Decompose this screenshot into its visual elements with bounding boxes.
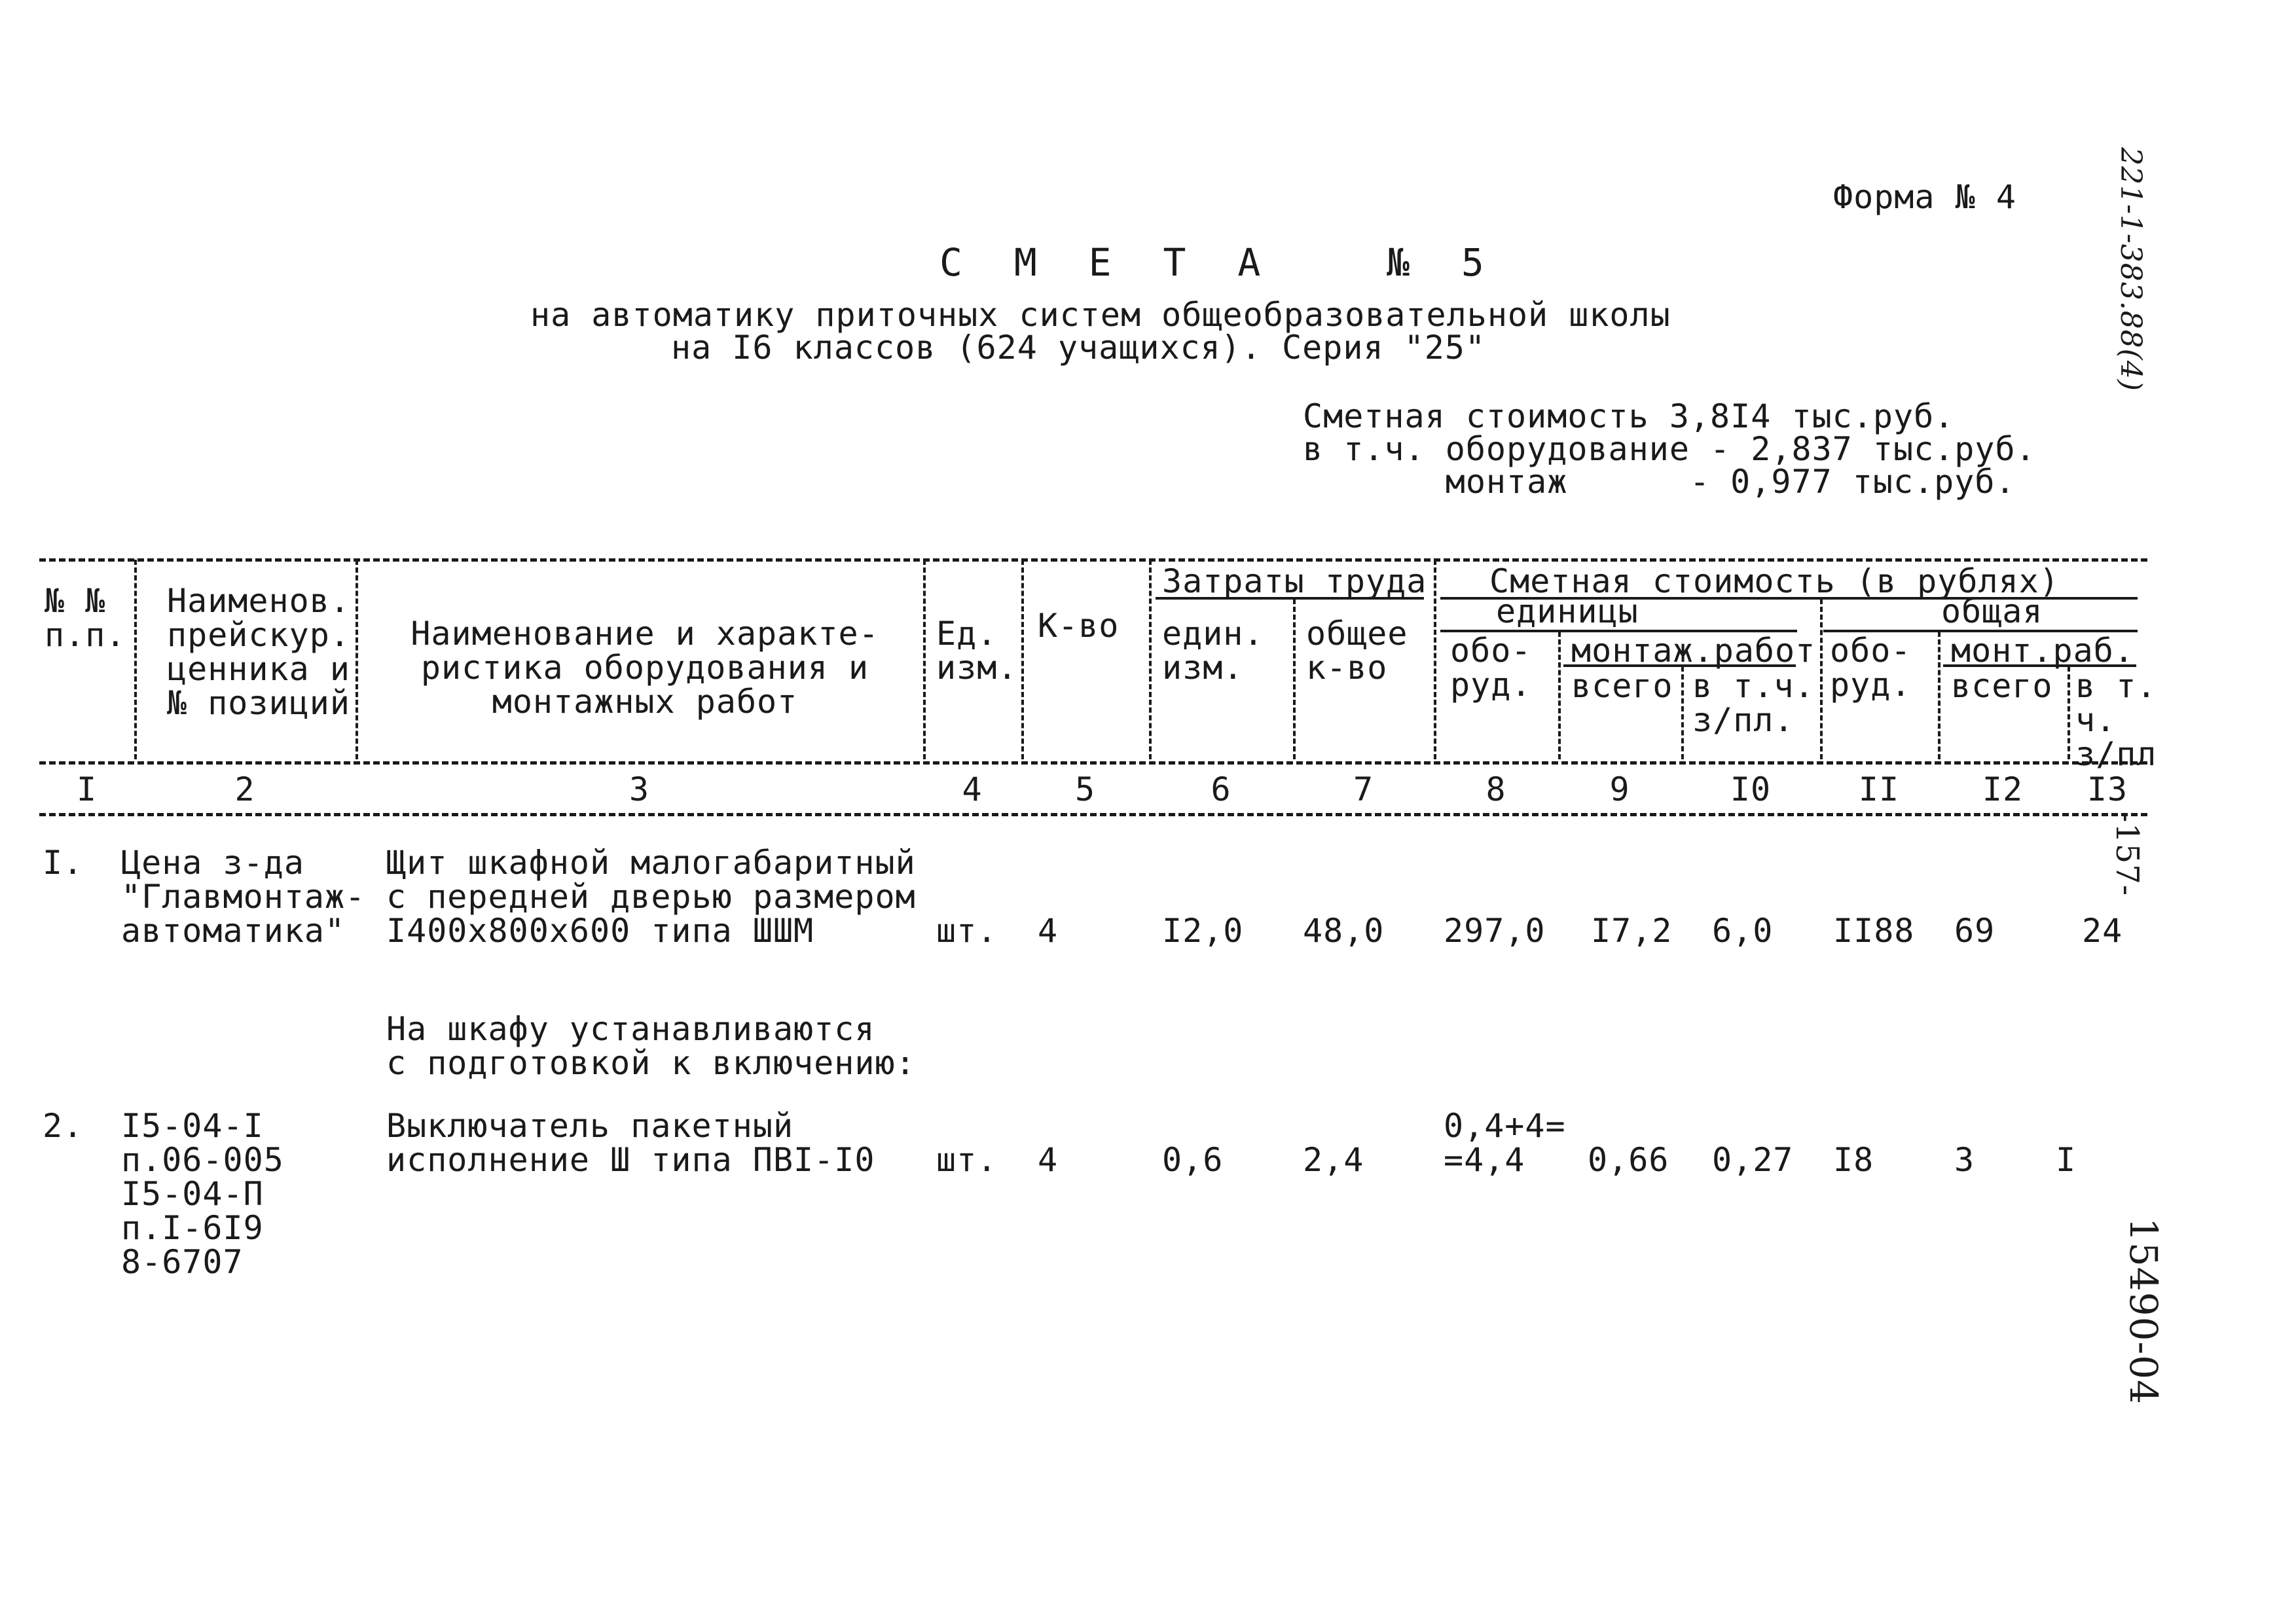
col-number: I0 [1730,770,1772,808]
hdr-equip-total: обо- руд. [1830,632,1912,704]
subtitle-line-1: на автоматику приточных систем общеобразовательной школы [530,296,1671,334]
row-labor-unit: 0,6 [1162,1141,1224,1179]
row-labor-total: 2,4 [1303,1141,1364,1179]
hdr-mont-rab: монт.раб. [1951,632,2134,670]
col-sep-9 [1681,666,1684,759]
col-number: I [76,770,98,808]
row-name: Выключатель пакетный исполнение Ш типа ПВI-I0 [386,1107,875,1179]
summary-equipment: в т.ч. оборудование - 2,837 тыс.руб. [1303,430,2036,468]
hdr-labor: Затраты труда [1162,562,1427,600]
row-unit: шт. [936,912,998,950]
hdr-mont-total: всего [1951,667,2053,705]
col-number: 9 [1609,770,1630,808]
col-sep-8 [1558,632,1561,759]
col-number: 5 [1074,770,1096,808]
col-number: 8 [1485,770,1506,808]
row-wage-total: I [2056,1141,2077,1179]
col-number: 4 [962,770,983,808]
row-mont-wage: 6,0 [1712,912,1774,950]
hdr-wage-total: в т. ч. з/пл [2075,667,2157,773]
row-equip-unit: 0,4+4= =4,4 [1444,1107,1566,1179]
col-number: I3 [2086,770,2128,808]
header-bottom-rule [39,761,2147,765]
row-number: I. [43,844,84,882]
row-qty: 4 [1038,1141,1059,1179]
col-sep-12 [2068,666,2070,759]
row-qty: 4 [1038,912,1059,950]
col-number: 3 [629,770,650,808]
hdr-cost: Сметная стоимость (в рублях) [1489,562,2060,600]
col-sep-10 [1820,599,1823,759]
col-sep-11 [1938,632,1941,759]
hdr-labor-total: общее к-во [1306,615,1408,687]
col-sep-3 [923,560,926,759]
col-sep-7 [1434,560,1436,759]
hdr-name: Наименование и характе- ристика оборудования и монтажных работ [410,615,879,721]
col-sep-2 [355,560,358,759]
row-labor-total: 48,0 [1303,912,1385,950]
col-number: 2 [234,770,255,808]
margin-note-top: 221-1-383.88(4) [2114,147,2147,391]
row-equip-unit: 297,0 [1444,912,1546,950]
row-equip-total: I8 [1833,1141,1874,1179]
col-number: II [1858,770,1900,808]
margin-note-mid: -157- [2109,812,2145,897]
hdr-mont-all: всего [1571,667,1673,705]
row-code: Цена з-да "Главмонтаж- автоматика" [121,844,366,950]
hdr-mont-wage: в т.ч. з/пл. [1692,667,1815,739]
summary-total: Сметная стоимость 3,8I4 тыс.руб. [1303,397,1955,435]
col-number-rule [39,813,2147,816]
row-note: На шкафу устанавливаются с подготовкой к включению: [386,1010,916,1082]
hdr-cost-total: общая [1941,592,2043,630]
row-equip-total: II88 [1833,912,1915,950]
hdr-unit: Ед. изм. [936,615,1018,687]
col-sep-6 [1293,599,1296,759]
hdr-mont-work: монтаж.работ [1571,632,1816,670]
col-number: 6 [1211,770,1231,808]
col-number: I2 [1982,770,2024,808]
hdr-labor-unit: един. изм. [1162,615,1264,687]
document-title: С М Е Т А № 5 [939,240,1499,285]
summary-installation: монтаж - 0,977 тыс.руб. [1303,463,2016,501]
row-mont-total: 69 [1954,912,1995,950]
form-label: Форма № 4 [1833,178,2016,216]
row-wage-total: 24 [2082,912,2123,950]
row-unit: шт. [936,1141,998,1179]
subtitle-line-2: на I6 классов (624 учащихся). Серия "25" [671,329,1486,367]
hdr-equip-unit: обо- руд. [1450,632,1532,704]
margin-note-bottom: 15490-04 [2121,1218,2166,1405]
row-mont-total: 3 [1954,1141,1975,1179]
row-labor-unit: I2,0 [1162,912,1244,950]
col-sep-4 [1021,560,1024,759]
row-mont-all: I7,2 [1591,912,1673,950]
row-name: Щит шкафной малогабаритный с передней дверью размером I400x800x600 типа ШШМ [386,844,916,950]
hdr-cost-unit: единицы [1496,592,1639,630]
col-sep-5 [1149,560,1152,759]
row-mont-all: 0,66 [1588,1141,1669,1179]
hdr-pricelist: Наименов. прейскур. ценника и № позиций [167,582,350,722]
row-mont-wage: 0,27 [1712,1141,1794,1179]
row-number: 2. [43,1107,84,1145]
hdr-num: № № п.п. [45,582,126,654]
hdr-qty: К-во [1038,607,1120,645]
row-code: I5-04-I п.06-005 I5-04-П п.I-6I9 8-6707 [121,1107,284,1281]
col-number: 7 [1353,770,1374,808]
col-sep-1 [134,560,137,759]
